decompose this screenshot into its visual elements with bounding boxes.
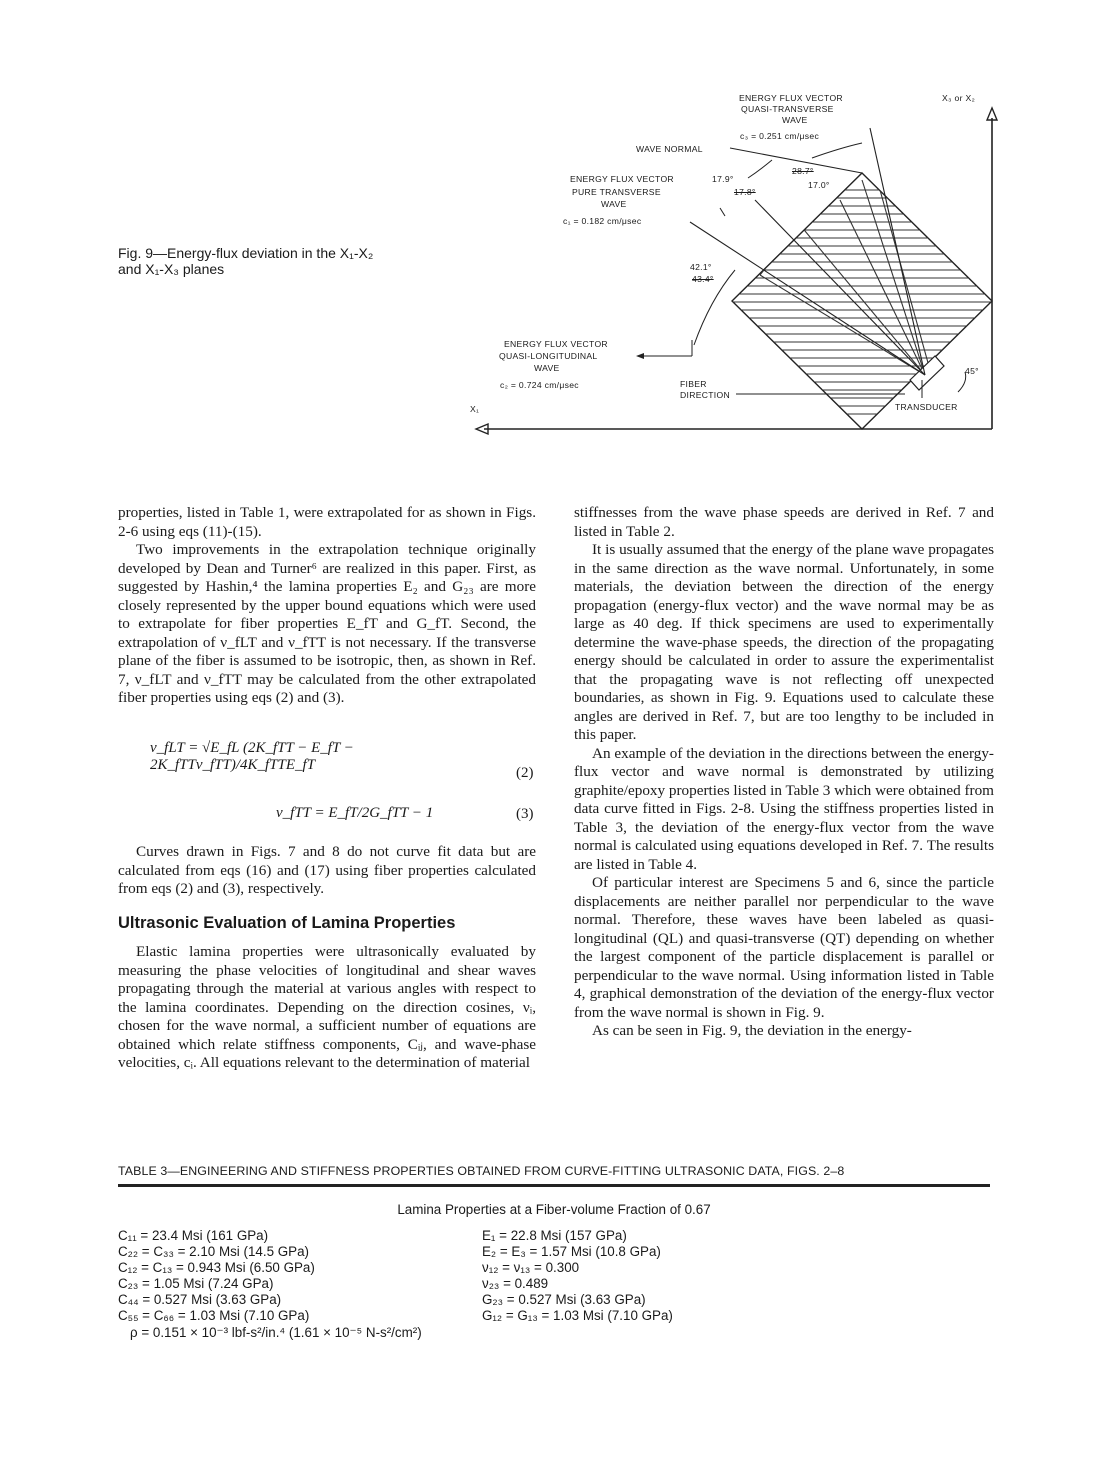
ql-speed: c₂ = 0.724 cm/μsec (500, 380, 579, 390)
left-paragraph-2: Two improvements in the extrapolation technique originally developed by Dean and Turner⁶ are realized in this paper. First, as suggested by Hashin,⁴ the lamina properties E₂ and G₂₃ are more closely represented by the upper bound equations which were used to extrapolate for fiber properties E_fT and G_fT. Second, the extrapolation of ν_fLT and ν_fTT is not necessary. If the transverse plane of the fiber is assumed to be isotropic, then, as shown in Ref. 7, ν_fLT and ν_fTT may be calculated from the other extrapolated fiber properties using eqs (2) and (3). (118, 541, 536, 706)
ql-label-3: WAVE (534, 363, 560, 373)
left-column-section (118, 943, 536, 1073)
angle-17-0: 17.0° (808, 180, 830, 190)
pt-label-1: ENERGY FLUX VECTOR (570, 174, 674, 184)
specimen-diamond (732, 173, 992, 429)
right-paragraph-3: An example of the deviation in the directions between the energy-flux vector and wave normal is demonstrated by utilizing graphite/epoxy properties listed in Table 3 which were obtained from data curve fitted in Figs. 2-8. Using the stiffness properties listed in Table 3, the deviation of the energy-flux vector from the wave normal is calculated using equations developed in Ref. 7. The results are listed in Table 4. (574, 744, 994, 873)
table-3-left-2: C₁₂ = C₁₃ = 0.943 Msi (6.50 GPa) (118, 1260, 315, 1275)
figure-caption-line2: and X₁-X₃ planes (118, 261, 225, 277)
qt-label-1: ENERGY FLUX VECTOR (739, 93, 843, 103)
equation-2: ν_fLT = √E_fL (2K_fTT − E_fT − 2K_fTTν_fTT)/4K_fTTE_fT (150, 740, 354, 773)
angle-17-8: 17.8° (734, 187, 756, 197)
table-3-right-2: ν₁₂ = ν₁₃ = 0.300 (482, 1260, 580, 1275)
right-paragraph-2: It is usually assumed that the energy of the plane wave propagates in the same direction as the wave normal. Unfortunately, in some materials, the deviation between the direction of the energy propagation (energy-flux vector) and the wave normal may be as large as 40 deg. If thick specimens are used to experimentally determine the wave-phase speeds, the direction of the propagating energy should be calculated in order to assure the experimentalist that the propagating wave is not reflecting off unexpected boundaries, as shown in Fig. 9. Equations used to calculate these angles are derived in Ref. 7, but are too lengthy to be included in this paper. (574, 541, 994, 743)
left-column-bottom (118, 843, 536, 899)
fiber-label-1: FIBER (680, 379, 707, 389)
transducer-label: TRANSDUCER (895, 402, 958, 412)
right-paragraph-5: As can be seen in Fig. 9, the deviation in the energy- (592, 1022, 912, 1039)
figure-caption-line1: Fig. 9—Energy-flux deviation in the X₁-X₂ (118, 245, 374, 261)
angle-43-4: 43.4° (692, 274, 714, 284)
fiber-label-2: DIRECTION (680, 390, 730, 400)
table-3-title: TABLE 3—ENGINEERING AND STIFFNESS PROPERTIES OBTAINED FROM CURVE-FITTING ULTRASONIC DATA, FIGS. 2–8 (118, 1164, 845, 1178)
section-heading: Ultrasonic Evaluation of Lamina Properties (118, 914, 456, 932)
table-3-right-5: G₁₂ = G₁₃ = 1.03 Msi (7.10 GPa) (482, 1308, 673, 1323)
table-3-subtitle: Lamina Properties at a Fiber-volume Fraction of 0.67 (397, 1202, 711, 1217)
table-3-left-4: C₄₄ = 0.527 Msi (3.63 GPa) (118, 1292, 282, 1307)
ql-label-2: QUASI-LONGITUDINAL (499, 351, 598, 361)
arrow-icon (636, 353, 644, 359)
table-3-left-1: C₂₂ = C₃₃ = 2.10 Msi (14.5 GPa) (118, 1244, 309, 1259)
axis-top-label: X₃ or X₂ (942, 93, 976, 103)
table-3-left-0: C₁₁ = 23.4 Msi (161 GPa) (118, 1228, 269, 1243)
table-3-density: ρ = 0.151 × 10⁻³ lbf-s²/in.⁴ (1.61 × 10⁻⁵ N-s²/cm²) (130, 1325, 422, 1340)
left-paragraph-3: Curves drawn in Figs. 7 and 8 do not curve fit data but are calculated from eqs (16) and (17) using fiber properties calculated from eqs (2) and (3), respectively. (118, 843, 536, 897)
equation-2-number: (2) (516, 765, 534, 781)
wave-normal-label: WAVE NORMAL (636, 144, 703, 154)
qt-speed: c₃ = 0.251 cm/μsec (740, 131, 820, 141)
energy-flux-diagram (0, 0, 1098, 460)
table-3-right-0: E₁ = 22.8 Msi (157 GPa) (482, 1228, 627, 1243)
angle-28-7: 28.7° (792, 166, 814, 176)
table-3-right-4: G₂₃ = 0.527 Msi (3.63 GPa) (482, 1292, 646, 1307)
table-3-left-5: C₅₅ = C₆₆ = 1.03 Msi (7.10 GPa) (118, 1308, 310, 1323)
pt-label-2: PURE TRANSVERSE (572, 187, 661, 197)
right-column (574, 504, 994, 1041)
right-paragraph-4: Of particular interest are Specimens 5 and 6, since the particle displacements are neither parallel nor perpendicular to the wave normal. Therefore, these waves have been labeled as quasi-longitudinal (QL) and quasi-transverse (QT) depending on whether the largest component of the particle displacement is parallel or perpendicular to the wave normal. Using information listed in Table 4, graphical demonstration of the deviation of the energy-flux vector from the wave normal is shown in Fig. 9. (574, 874, 994, 1021)
table-3-left-3: C₂₃ = 1.05 Msi (7.24 GPa) (118, 1276, 274, 1291)
equation-3: ν_fTT = E_fT/2G_fTT − 1 (276, 805, 434, 821)
table-3-right-3: ν₂₃ = 0.489 (482, 1276, 549, 1291)
angle-17-9: 17.9° (712, 174, 734, 184)
specimen-hatching (700, 180, 1000, 414)
pt-label-3: WAVE (601, 199, 627, 209)
qt-label-2: QUASI-TRANSVERSE (741, 104, 834, 114)
ql-label-1: ENERGY FLUX VECTOR (504, 339, 608, 349)
qt-label-3: WAVE (782, 115, 808, 125)
table-3-right-1: E₂ = E₃ = 1.57 Msi (10.8 GPa) (482, 1244, 661, 1259)
right-paragraph-1: stiffnesses from the wave phase speeds are derived in Ref. 7 and listed in Table 2. (574, 504, 994, 540)
left-column-top (118, 504, 536, 708)
left-paragraph-4: Elastic lamina properties were ultrasonically evaluated by measuring the phase velocities of longitudinal and shear waves propagating through the material at various angles with respect to the lamina coordinates. Depending on the direction cosines, νᵢ, chosen for the wave normal, a sufficient number of equations are obtained which relate stiffness components, Cᵢⱼ, and wave-phase velocities, cᵢ. All equations relevant to the determination of material (118, 943, 536, 1071)
pt-speed: c₁ = 0.182 cm/μsec (563, 216, 642, 226)
axis-left-label: X₁ (470, 404, 480, 414)
left-paragraph-1: properties, listed in Table 1, were extrapolated for as shown in Figs. 2-6 using eqs (11)-(15). (118, 504, 536, 540)
angle-45: 45° (965, 366, 979, 376)
equation-3-number: (3) (516, 806, 534, 822)
table-3-rule (118, 1184, 990, 1187)
angle-42-1: 42.1° (690, 262, 712, 272)
